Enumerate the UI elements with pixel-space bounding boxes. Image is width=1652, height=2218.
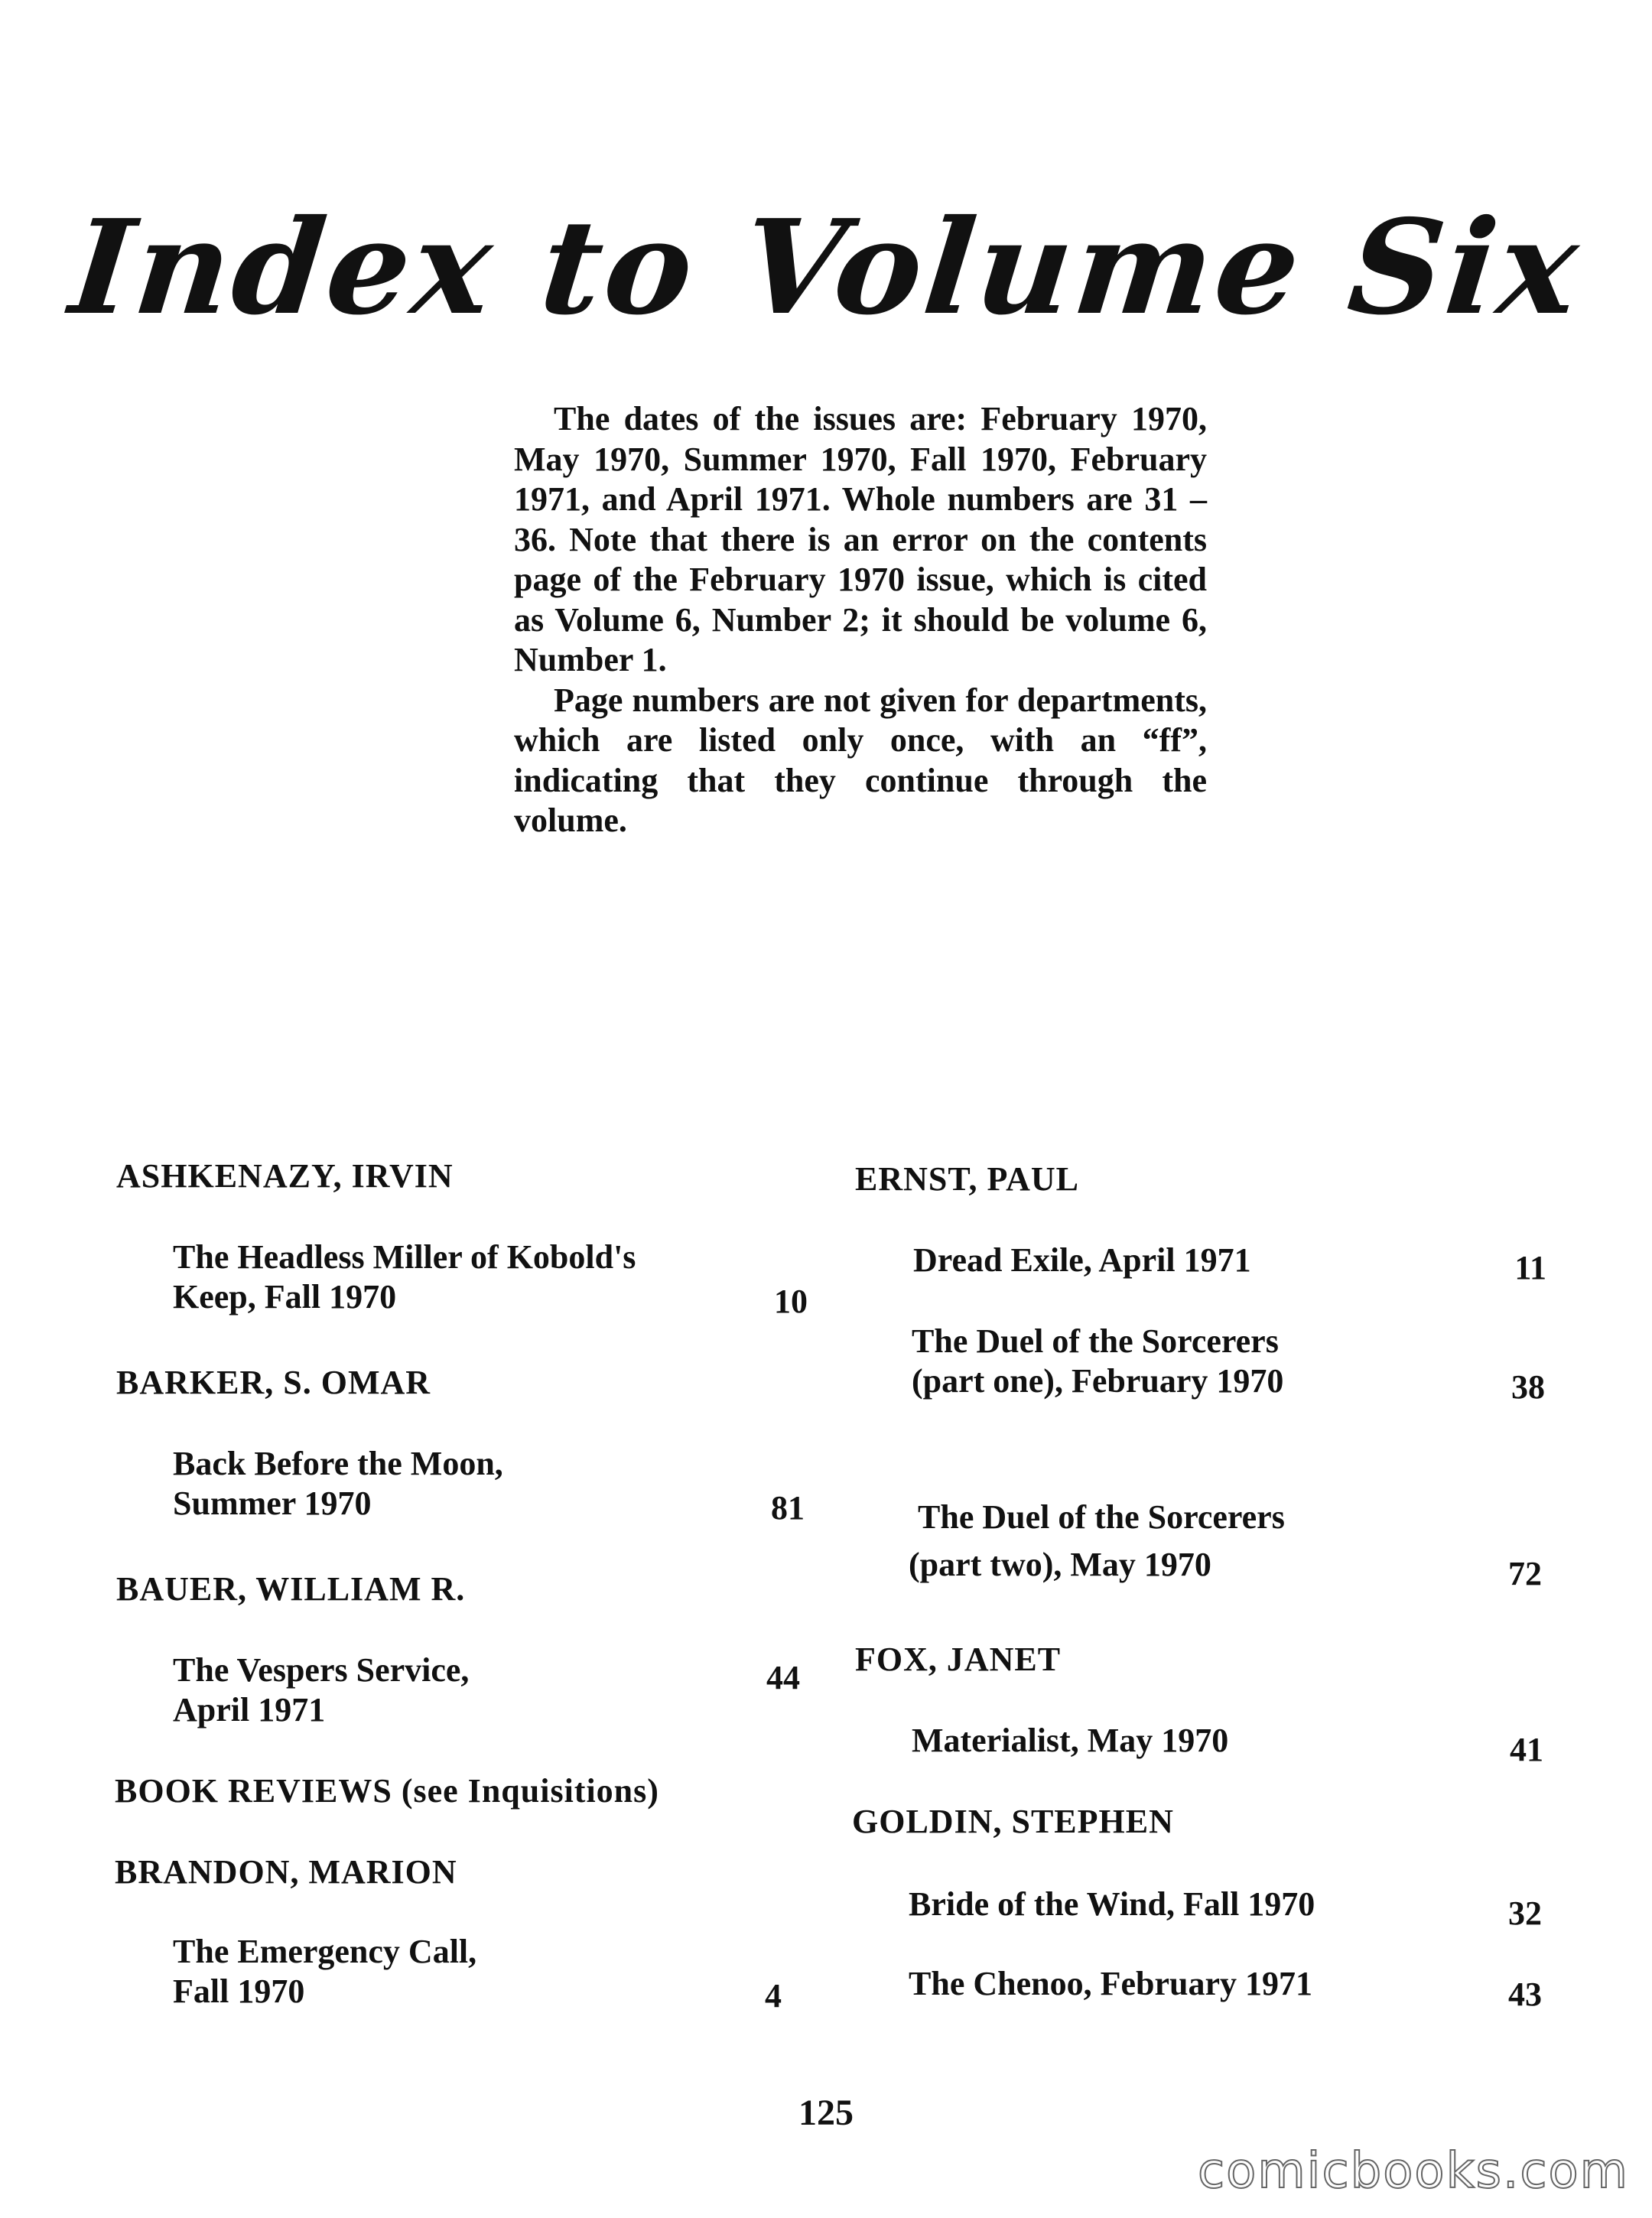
page-number: 44 xyxy=(766,1659,800,1696)
work-title-line: The Vespers Service, xyxy=(173,1651,470,1689)
watermark-logo: comicbooks.com xyxy=(1197,2143,1629,2200)
work-title-line: (part two), May 1970 xyxy=(909,1546,1211,1583)
work-title-line: Fall 1970 xyxy=(173,1972,305,2010)
author-fox: FOX, JANET xyxy=(855,1641,1062,1678)
work-title-line: The Chenoo, February 1971 xyxy=(909,1965,1312,2002)
author-ashkenazy: ASHKENAZY, IRVIN xyxy=(116,1157,454,1195)
page-number: 32 xyxy=(1508,1894,1542,1932)
intro-text xyxy=(514,399,1207,841)
page-number: 4 xyxy=(765,1977,782,2015)
author-brandon: BRANDON, MARION xyxy=(115,1853,457,1891)
work-title-line: Materialist, May 1970 xyxy=(912,1722,1229,1759)
author-barker: BARKER, S. OMAR xyxy=(116,1364,431,1401)
work-title-line: The Duel of the Sorcerers xyxy=(918,1498,1285,1536)
work-title-line: Dread Exile, April 1971 xyxy=(913,1241,1251,1279)
page-title: Index to Volume Six xyxy=(63,191,1589,344)
author-goldin: GOLDIN, STEPHEN xyxy=(852,1803,1174,1840)
page-number: 11 xyxy=(1514,1249,1546,1286)
work-title-line: The Headless Miller of Kobold's xyxy=(173,1238,636,1276)
page-number: 43 xyxy=(1508,1976,1542,2013)
page-number: 72 xyxy=(1508,1555,1542,1592)
page-folio-number: 125 xyxy=(798,2093,854,2133)
page-number: 10 xyxy=(774,1283,808,1320)
intro-paragraph-2: Page numbers are not given for departments, which are listed only once, with an “ff”, indicating that they continue through the volume. xyxy=(514,681,1207,839)
work-title-line: Summer 1970 xyxy=(173,1485,372,1522)
author-bauer: BAUER, WILLIAM R. xyxy=(116,1570,466,1608)
author-ernst: ERNST, PAUL xyxy=(855,1160,1079,1198)
work-title-line: April 1971 xyxy=(173,1691,326,1729)
page-number: 38 xyxy=(1511,1368,1545,1406)
work-title-line: The Emergency Call, xyxy=(173,1933,477,1970)
intro-paragraph-1: The dates of the issues are: February 1970, May 1970, Summer 1970, Fall 1970, February 1971, and April 1971. Whole numbers are 31 – 36. Note that there is an error on the contents page of the February 1970 issue, which is cited as Volume 6, Number 2; it should be volume 6, Number 1. xyxy=(514,400,1207,678)
work-title-line: Keep, Fall 1970 xyxy=(173,1278,397,1316)
work-title-line: The Duel of the Sorcerers xyxy=(912,1322,1279,1360)
work-title-line: (part one), February 1970 xyxy=(912,1362,1284,1400)
work-title-line: Back Before the Moon, xyxy=(173,1445,503,1482)
page-number: 41 xyxy=(1510,1731,1543,1768)
page-number: 81 xyxy=(771,1489,805,1527)
work-title-line: Bride of the Wind, Fall 1970 xyxy=(909,1885,1315,1923)
author-book-reviews: BOOK REVIEWS (see Inquisitions) xyxy=(115,1772,659,1810)
